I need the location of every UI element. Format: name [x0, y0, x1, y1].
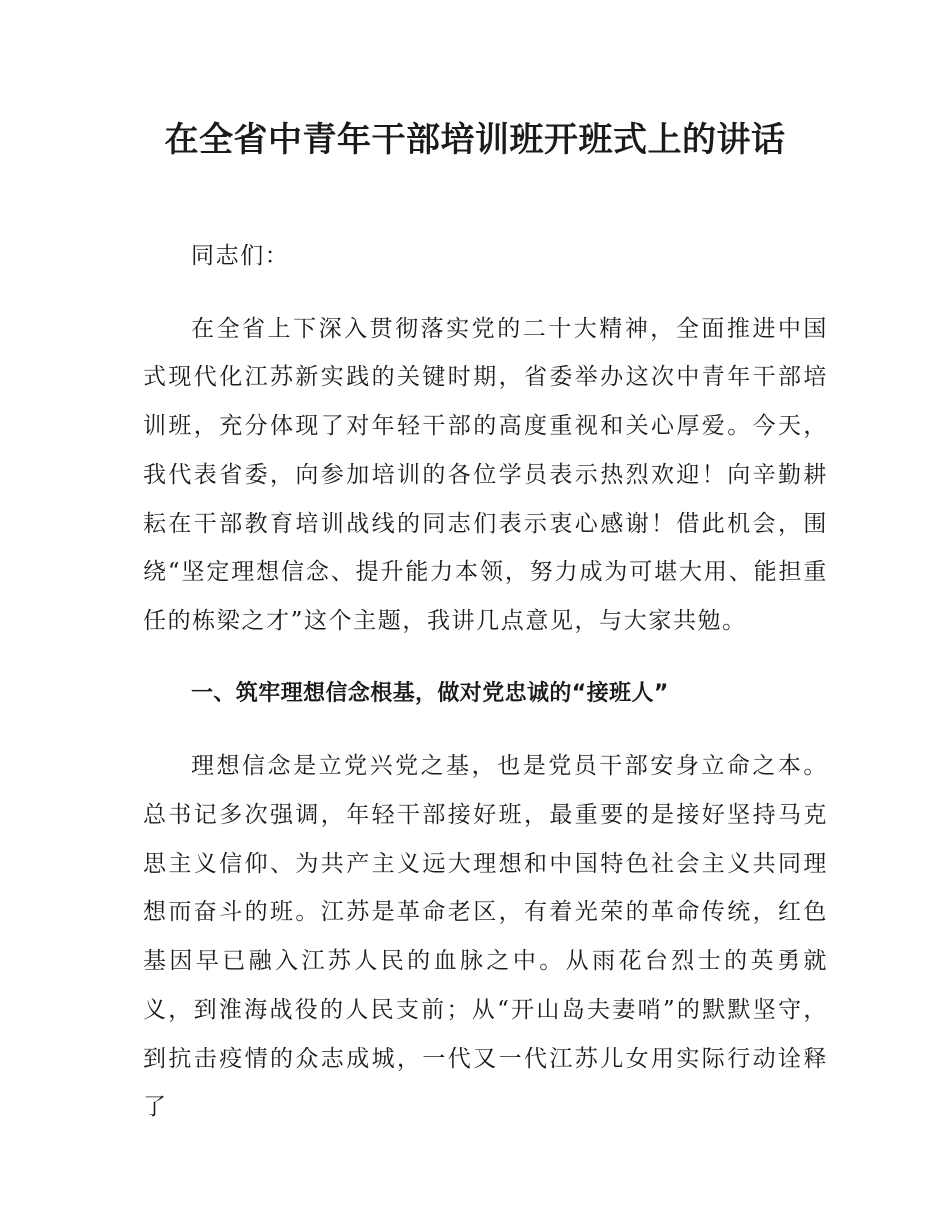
intro-paragraph: 在全省上下深入贯彻落实党的二十大精神，全面推进中国式现代化江苏新实践的关键时期，省委举办这次中青年干部培训班，充分体现了对年轻干部的高度重视和关心厚爱。今天，我代表省委，向参加培训的各位学员表示热烈欢迎！向辛勤耕耘在干部教育培训战线的同志们表示衷心感谢！借此机会，围绕“坚定理想信念、提升能力本领，努力成为可堪大用、能担重任的栋梁之才”这个主题，我讲几点意见，与大家共勉。 [143, 315, 828, 634]
greeting-paragraph: 同志们： [191, 243, 290, 269]
paragraph-spacer [143, 718, 828, 742]
document-title: 在全省中青年干部培训班开班式上的讲话 [164, 120, 786, 160]
section-1-paragraph: 理想信念是立党兴党之基，也是党员干部安身立命之本。总书记多次强调，年轻干部接好班，最重要的是接好坚持马克思主义信仰、为共产主义远大理想和中国特色社会主义共同理想而奋斗的班。江苏是革命老区，有着光荣的革命传统，红色基因早已融入江苏人民的血脉之中。从雨花台烈士的英勇就义，到淮海战役的人民支前；从“开山岛夫妻哨”的默默坚守，到抗击疫情的众志成城，一代又一代江苏儿女用实际行动诠释了 [143, 753, 828, 1121]
document-body [143, 232, 828, 1132]
section-heading-1: 一、筑牢理想信念根基，做对党忠诚的“接班人” [191, 680, 669, 706]
paragraph-spacer [143, 646, 828, 670]
